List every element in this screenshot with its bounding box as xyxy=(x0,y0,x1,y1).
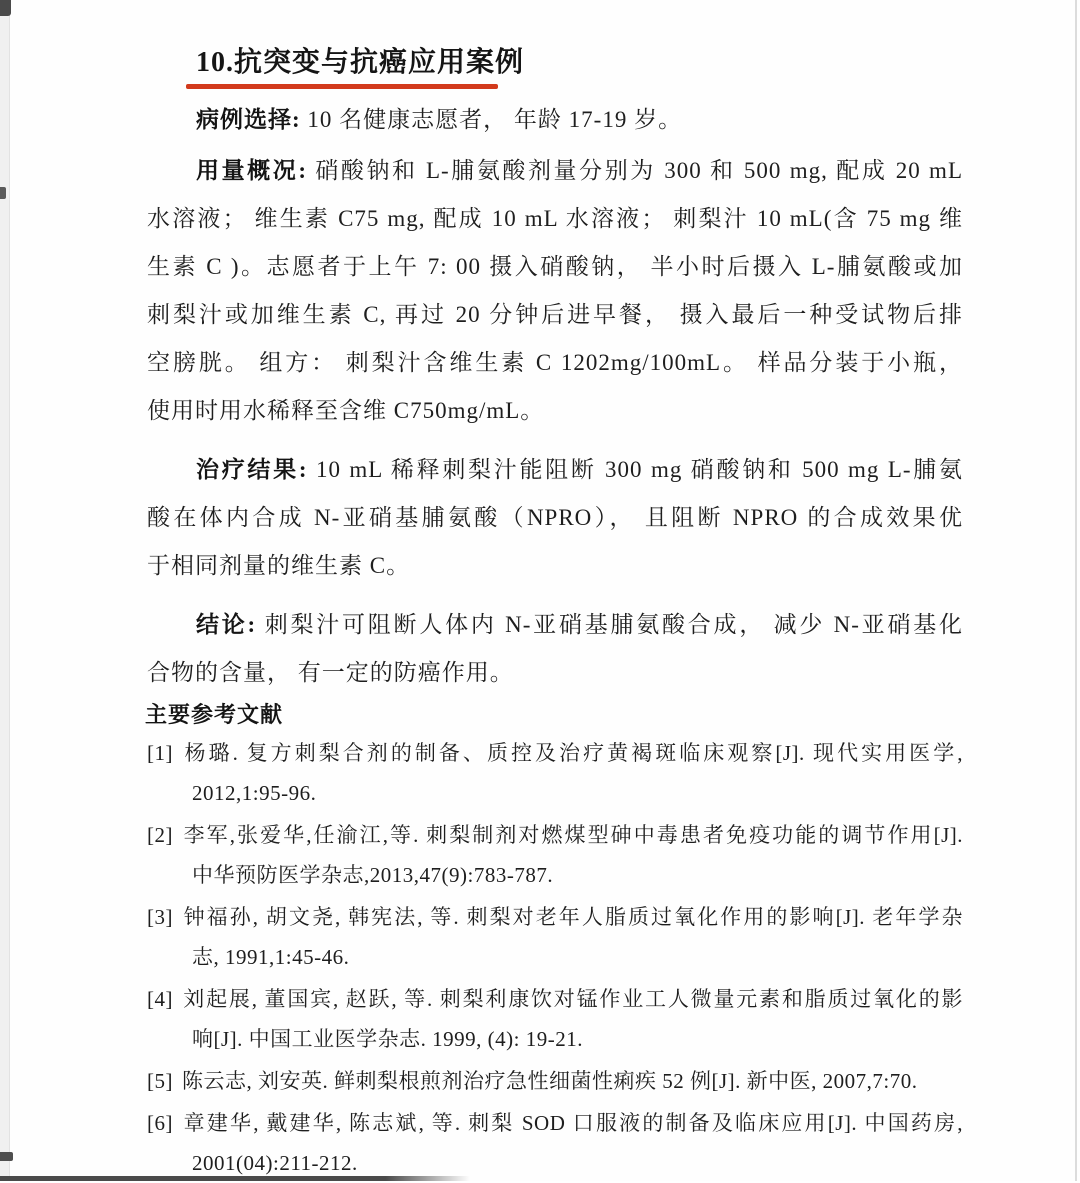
paragraph-line: 刺梨汁或加维生素 C, 再过 20 分钟后进早餐， 摄入最后一种受试物后排 xyxy=(147,302,963,327)
reference-number: [1] xyxy=(147,741,173,765)
reference-item xyxy=(147,979,963,1059)
paragraph-label: 治疗结果: xyxy=(196,457,308,482)
reference-item xyxy=(147,1061,963,1101)
document-body xyxy=(147,96,963,1183)
reference-item xyxy=(147,815,963,895)
scan-left-edge xyxy=(0,0,10,1181)
reference-text: 刘起展, 董国宾, 赵跃, 等. 刺梨利康饮对锰作业工人微量元素和脂质过氧化的影 xyxy=(182,987,963,1011)
paragraph-line xyxy=(147,147,963,195)
paragraph-text: 刺梨汁可阻断人体内 N-亚硝基脯氨酸合成， 减少 N-亚硝基化 xyxy=(256,612,963,637)
reference-line: 2012,1:95-96. xyxy=(192,781,317,805)
paragraph-label: 用量概况: xyxy=(196,158,307,183)
scan-artifact-left-lower xyxy=(0,1152,13,1161)
reference-line xyxy=(147,1061,963,1101)
paragraph-label: 结论: xyxy=(196,612,257,637)
scan-artifact-left-upper xyxy=(0,187,6,199)
paragraph-line: 空膀胱。 组方： 刺梨汁含维生素 C 1202mg/100mL。 样品分装于小瓶， xyxy=(147,350,963,375)
reference-line: 中华预防医学杂志,2013,47(9):783-787. xyxy=(192,863,554,887)
paragraph-line: 生素 C )。志愿者于上午 7: 00 摄入硝酸钠， 半小时后摄入 L-脯氨酸或加 xyxy=(147,254,963,279)
paragraph-conclusion xyxy=(147,601,963,697)
paragraph-case-selection xyxy=(147,96,963,144)
reference-line: 2001(04):211-212. xyxy=(192,1151,358,1175)
reference-number: [6] xyxy=(147,1111,173,1135)
page-title: 10.抗突变与抗癌应用案例 xyxy=(196,47,525,78)
scan-artifact-top-left xyxy=(0,0,11,16)
paragraph-line xyxy=(147,601,963,649)
reference-item xyxy=(147,733,963,813)
reference-text: 李军,张爱华,任渝江,等. 刺梨制剂对燃煤型砷中毒患者免疫功能的调节作用[J]. xyxy=(182,823,963,847)
paragraph-treatment-results xyxy=(147,446,963,590)
paragraph-text: 10 名健康志愿者， 年龄 17-19 岁。 xyxy=(300,107,683,132)
reference-text: 章建华, 戴建华, 陈志斌, 等. 刺梨 SOD 口服液的制备及临床应用[J]. 中国药房, xyxy=(182,1111,963,1135)
reference-item xyxy=(147,897,963,977)
reference-line xyxy=(147,897,963,937)
reference-line: 志, 1991,1:45-46. xyxy=(192,945,350,969)
reference-line xyxy=(147,1103,963,1143)
title-red-underline xyxy=(186,84,498,89)
reference-number: [3] xyxy=(147,905,173,929)
reference-line xyxy=(147,733,963,773)
references-list xyxy=(147,733,963,1183)
paragraph-dosage-overview xyxy=(147,147,963,435)
paragraph-line: 于相同剂量的维生素 C。 xyxy=(147,553,411,578)
paragraph-line: 使用时用水稀释至含维 C750mg/mL。 xyxy=(147,398,545,423)
paragraph-line: 水溶液； 维生素 C75 mg, 配成 10 mL 水溶液； 刺梨汁 10 mL(含 75 mg 维 xyxy=(147,206,963,231)
paragraph-line xyxy=(147,446,963,494)
paragraph-label: 病例选择: xyxy=(196,107,301,132)
reference-number: [4] xyxy=(147,987,173,1011)
reference-line xyxy=(147,979,963,1019)
paragraph-text: 10 mL 稀释刺梨汁能阻断 300 mg 硝酸钠和 500 mg L-脯氨 xyxy=(307,457,963,482)
reference-text: 杨璐. 复方刺梨合剂的制备、质控及治疗黄褐斑临床观察[J]. 现代实用医学, xyxy=(182,741,963,765)
paragraph-text: 硝酸钠和 L-脯氨酸剂量分别为 300 和 500 mg, 配成 20 mL xyxy=(306,158,963,183)
scan-right-edge xyxy=(1075,0,1077,1181)
reference-text: 陈云志, 刘安英. 鲜刺梨根煎剂治疗急性细菌性痢疾 52 例[J]. 新中医, 2007,7:70. xyxy=(182,1069,918,1093)
reference-item xyxy=(147,1103,963,1183)
paragraph-line: 酸在体内合成 N-亚硝基脯氨酸（NPRO）， 且阻断 NPRO 的合成效果优 xyxy=(147,505,963,530)
reference-line: 响[J]. 中国工业医学杂志. 1999, (4): 19-21. xyxy=(192,1027,583,1051)
paragraph-line: 合物的含量， 有一定的防癌作用。 xyxy=(147,660,514,685)
reference-number: [2] xyxy=(147,823,173,847)
references-heading: 主要参考文献 xyxy=(145,702,284,727)
reference-text: 钟福孙, 胡文尧, 韩宪法, 等. 刺梨对老年人脂质过氧化作用的影响[J]. 老年学杂 xyxy=(182,905,963,929)
reference-line xyxy=(147,815,963,855)
paragraph-line xyxy=(147,96,963,144)
reference-number: [5] xyxy=(147,1069,173,1093)
